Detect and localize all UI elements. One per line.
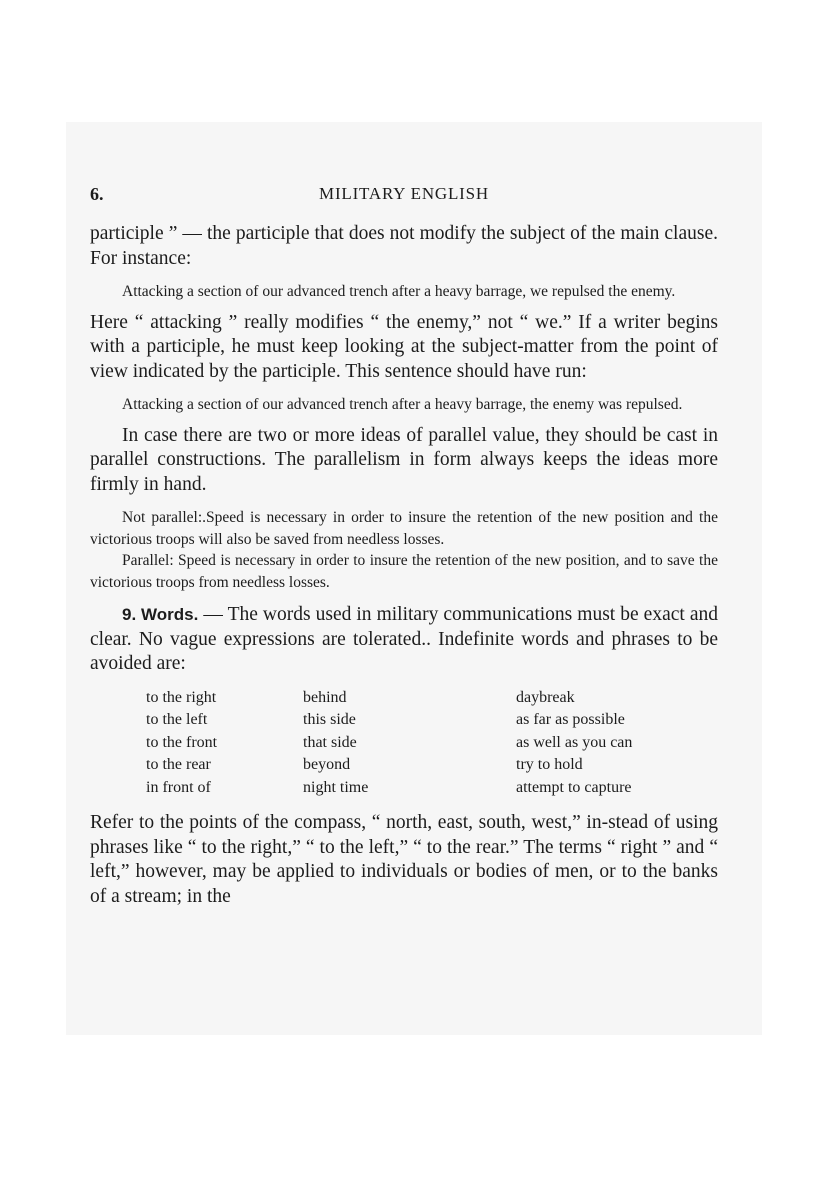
- table-cell: behind: [303, 688, 347, 706]
- table-cell: night time: [303, 778, 369, 796]
- table-cell: beyond: [303, 756, 351, 774]
- running-head: [90, 184, 718, 208]
- table-cell: as far as possible: [516, 711, 625, 729]
- example-sentence-2: Attacking a section of our advanced trench after a heavy barrage, the enemy was repulsed.: [122, 396, 683, 413]
- section-label-words: 9. Words.: [122, 605, 199, 624]
- body-paragraph-words: [90, 603, 718, 677]
- table-cell: try to hold: [516, 756, 583, 774]
- table-row: [146, 777, 632, 800]
- table-cell: daybreak: [516, 688, 575, 706]
- table-row: [146, 732, 632, 755]
- table-cell: to the left: [146, 711, 208, 729]
- table-row: [146, 709, 632, 732]
- avoided-words-table: [146, 687, 632, 800]
- example-not-parallel: Not parallel:.Speed is necessary in order to insure the retention of the new position and the victorious troops will also be saved from needless losses.: [90, 509, 718, 548]
- book-page: [66, 122, 762, 1035]
- table-cell: this side: [303, 711, 356, 729]
- table-cell: to the right: [146, 688, 217, 706]
- table-cell: as well as you can: [516, 733, 633, 751]
- body-paragraph-1: participle ” — the participle that does not modify the subject of the main clause. For instance:: [90, 223, 718, 269]
- table-row: [146, 754, 632, 777]
- words-paragraph-text: — The words used in military communications must be exact and clear. No vague expressions are tolerated.. Indefinite words and phrases to be avoided are:: [90, 604, 718, 674]
- example-sentence-1: Attacking a section of our advanced trench after a heavy barrage, we repulsed the enemy.: [122, 283, 676, 300]
- body-paragraph-2: Here “ attacking ” really modifies “ the enemy,” not “ we.” If a writer begins with a participle, he must keep looking at the subject-matter from the point of view indicated by the participle. This sentence should have run:: [90, 311, 718, 382]
- body-paragraph-compass: Refer to the points of the compass, “ north, east, south, west,” in-stead of using phrases like “ to the right,” “ to the left,” “ to the rear.” The terms “ right ” and “ left,” however, may be applied to individuals or bodies of men, or to the banks of a stream; in the: [90, 812, 718, 907]
- table-cell: to the rear: [146, 756, 211, 774]
- table-cell: attempt to capture: [516, 778, 632, 796]
- table-cell: in front of: [146, 778, 211, 796]
- page-number: 6.: [90, 184, 104, 204]
- example-parallel: Parallel: Speed is necessary in order to insure the retention of the new position, and to save the victorious troops from needless losses.: [90, 552, 718, 591]
- table-row: [146, 687, 632, 710]
- table-cell: that side: [303, 733, 357, 751]
- body-paragraph-3: In case there are two or more ideas of parallel value, they should be cast in parallel constructions. The parallelism in form always keeps the ideas more firmly in hand.: [90, 424, 718, 495]
- page-content: [90, 184, 718, 919]
- table-cell: to the front: [146, 733, 218, 751]
- running-title: MILITARY ENGLISH: [319, 184, 489, 203]
